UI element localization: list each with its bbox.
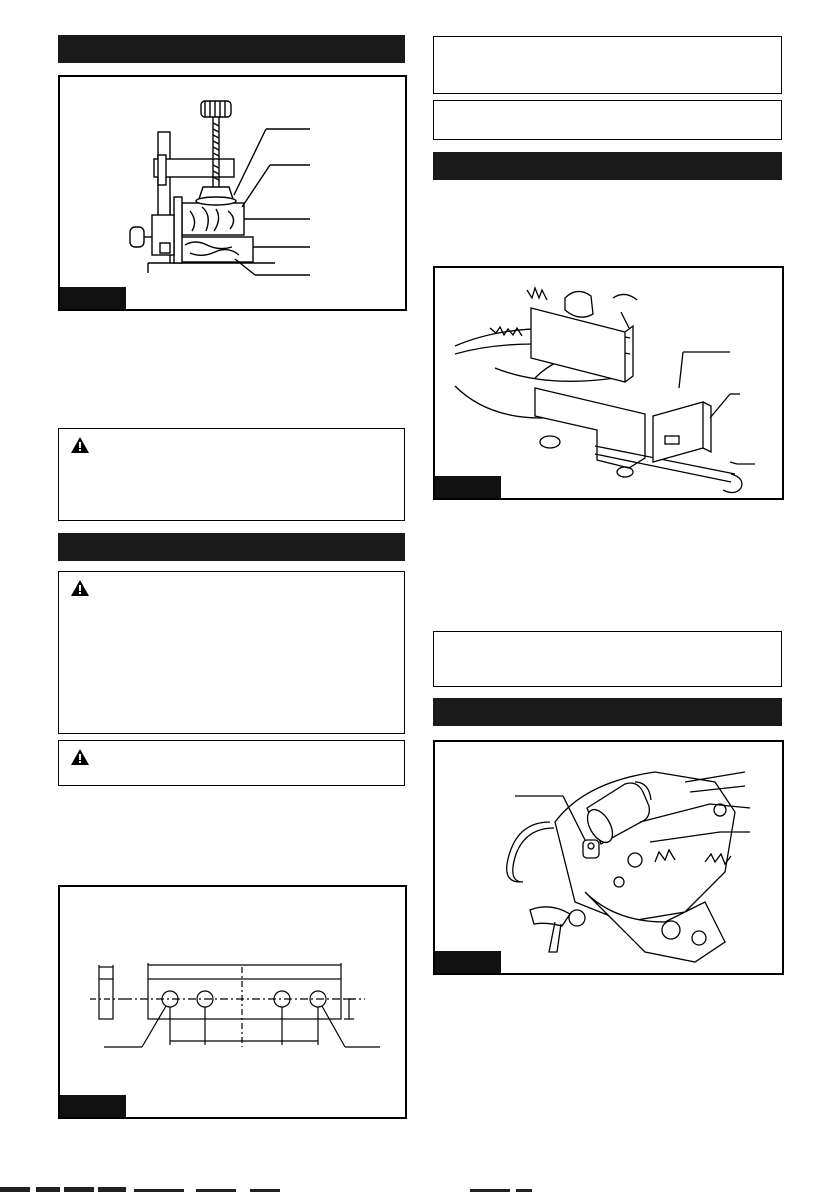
figure-number-tab	[60, 1095, 126, 1117]
figure-number-tab	[435, 476, 501, 498]
figure-number-tab	[435, 951, 501, 973]
page-bottom-edge	[0, 1186, 840, 1192]
note-box	[433, 100, 782, 140]
warning-triangle-icon	[71, 580, 89, 596]
figure-tool-closeup	[433, 740, 784, 975]
tool-closeup-illustration	[435, 742, 782, 973]
section-heading-bar	[433, 698, 782, 726]
figure-vertical-vise	[58, 75, 407, 311]
cropped-text-artifact	[0, 1186, 840, 1192]
warning-triangle-icon	[71, 749, 89, 765]
hole-dimension-diagram	[60, 887, 405, 1117]
warning-triangle-icon	[71, 437, 89, 453]
vertical-vise-illustration	[60, 77, 405, 309]
warning-box	[58, 571, 405, 734]
note-box	[433, 631, 782, 687]
figure-holder-assembly	[433, 266, 784, 500]
figure-hole-diagram	[58, 885, 407, 1119]
warning-box	[58, 740, 405, 786]
section-heading-bar	[58, 35, 405, 63]
section-heading-bar	[58, 533, 405, 561]
holder-assembly-illustration	[435, 268, 782, 498]
section-heading-bar	[433, 152, 782, 180]
figure-number-tab	[60, 287, 126, 309]
note-box	[433, 36, 782, 94]
warning-box	[58, 428, 405, 521]
